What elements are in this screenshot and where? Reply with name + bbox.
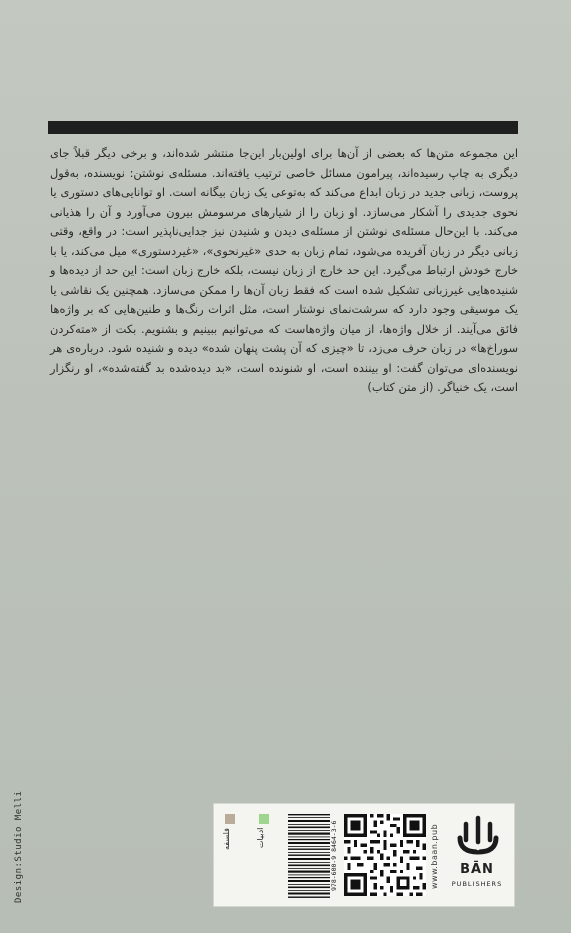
isbn-number: 978-600-9 8464-3-6 [330,820,338,892]
publisher-logo [448,810,506,900]
publisher-subtitle: PUBLISHERS [451,880,503,888]
category-philosophy [222,812,238,900]
designer-credit: Design:Studio Melli [14,790,24,903]
category-label-philosophy: فلسفه [222,828,231,850]
category-literature [256,812,272,900]
publisher-website: www.baan.pub [430,823,439,889]
top-black-bar [48,121,518,134]
category-label-literature: ادبیات [256,828,265,849]
bottom-info-panel [213,803,515,907]
isbn-barcode [288,812,342,900]
back-cover-blurb: این مجموعه متن‌ها که بعضی از آن‌ها برای اولین‌بار این‌جا منتشر شده‌اند، و برخی دیگر قبلاً جای دیگری به چاپ رسیده‌اند، پیرامون مسائل خاصی ترتیب یافته‌اند. مسئله‌ی نوشتن: نویسنده، به‌قول پروست، زبانی جدید در زبان ابداع می‌کند که به‌توعی یک زبان بیگانه است. او توانایی‌های دستوری یا نحوی جدیدی را آشکار می‌سازد. او زبان را از شیارهای مرسومش بیرون می‌آورد و آن را هذیانی می‌کند. با این‌حال مسئله‌ی نوشتن از مسئله‌ی دیدن و شنیدن نیز جدایی‌ناپذیر است: در واقع، وقتی زبانی دیگر در زبان آفریده می‌شود، تمام زبان به حدی «غیرنحوی»، «غیردستوری» میل می‌کند، یا با خارج خودش ارتباط می‌گیرد. این حد خارج از زبان نیست، بلکه خارج زبان است: این حد از دیده‌ها و شنیده‌هایی غیرزبانی تشکیل شده است که فقط زبان آن‌ها را ممکن می‌سازد. همچنین یک نقاشی یا یک موسیقی وجود دارد که سرشت‌نمای نوشتار است، مثل اثرات رنگ‌ها و طنین‌هایی که بر واژه‌ها فائق می‌آیند. از خلال واژه‌ها، از میان واژه‌هاست که می‌توانیم ببینیم و بشنویم. بکت از «مته‌کردن سوراخ‌ها» در زبان حرف می‌زد، تا «چیزی که آن پشت پنهان شده» دیده و شنیده شود. درباره‌ی هر نویسنده‌ای می‌توان گفت: او بیننده است، او شنونده است، «بد دیده‌شده بد گفته‌شده»، او رنگزار است، یک خنیاگر. (از متن کتاب) [50,146,518,394]
category-swatch-literature [259,814,269,824]
category-swatch-philosophy [225,814,235,824]
barcode-icon [288,812,330,900]
publisher-name: BĀN [460,862,494,877]
publisher-logo-icon [456,812,500,856]
qr-code-icon [344,814,426,896]
